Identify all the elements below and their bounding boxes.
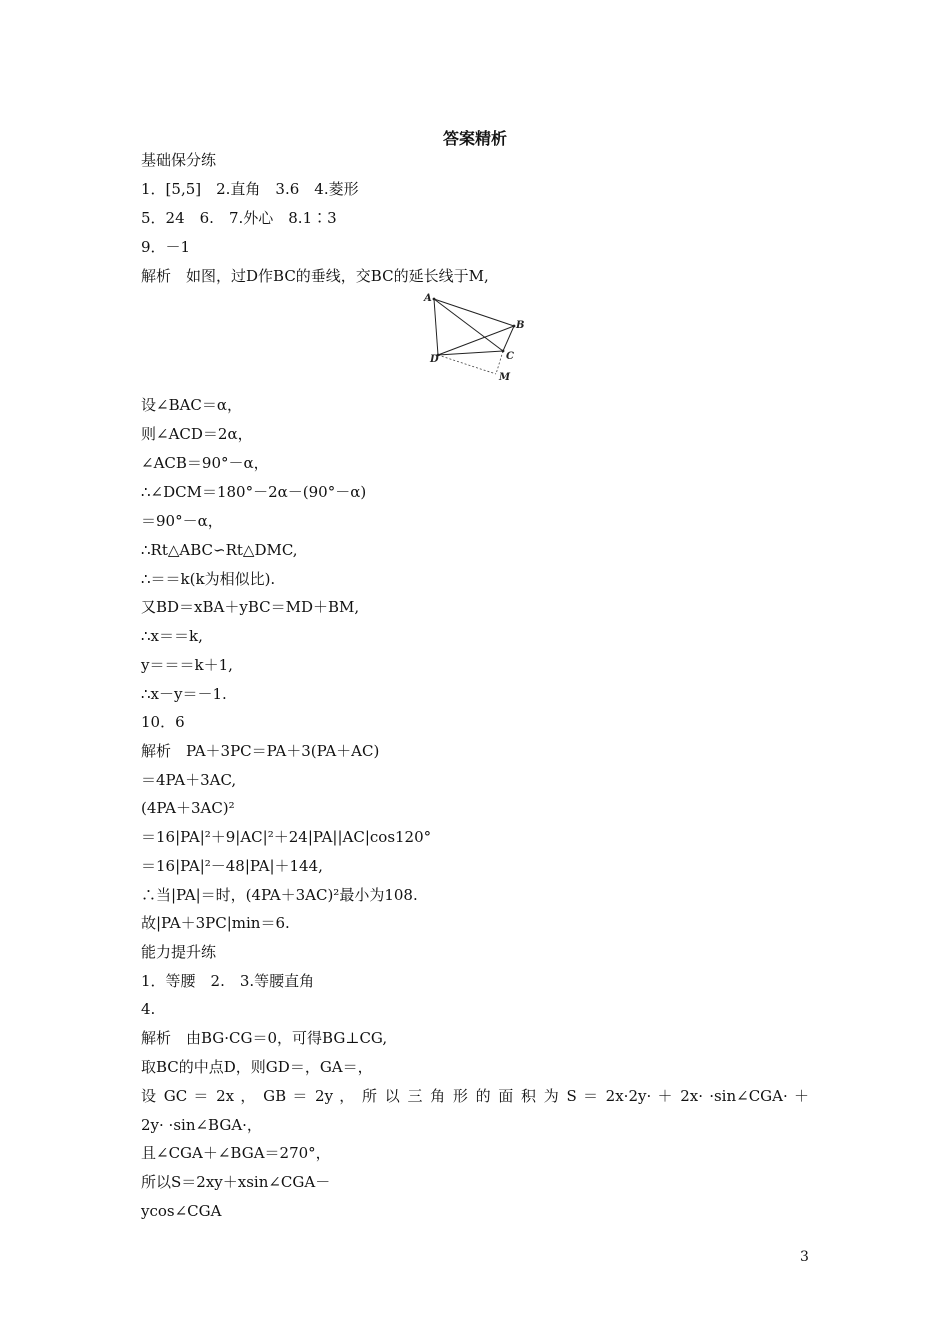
point-a [433, 298, 436, 301]
page-title: 答案精析 [442, 129, 507, 148]
edge-dm-dashed [438, 355, 496, 374]
solution-line: ycos∠CGA [141, 1202, 222, 1220]
label-b: B [516, 320, 525, 331]
answer-line-adv-1-3: 1．等腰 2. 3.等腰直角 [141, 972, 315, 990]
solution-line: y＝＝＝k＋1, [141, 656, 233, 674]
answer-line-9: 9．－1 [141, 238, 191, 256]
solution-line: 解析 由BG·CG＝0，可得BG⊥CG, [141, 1029, 388, 1047]
section-heading-basic: 基础保分练 [141, 151, 217, 169]
answer-line-1-4: 1．[5,5] 2.直角 3.6 4.菱形 [141, 180, 359, 198]
page-number: 3 [800, 1249, 809, 1265]
label-c: C [506, 351, 514, 362]
solution-line: 又BD＝xBA＋yBC＝MD＋BM, [141, 598, 360, 616]
edge-ab [434, 299, 514, 326]
solution-line: ∴＝＝k(k为相似比). [141, 570, 276, 588]
solution-line: ＝4PA＋3AC, [141, 771, 237, 789]
solution-line: ∴∠DCM＝180°－2α－(90°－α) [141, 483, 367, 501]
solution-line: 取BC的中点D，则GD＝，GA＝， [141, 1058, 373, 1076]
figure-edges [434, 299, 514, 355]
solution-line: 2y· ·sin∠BGA·， [141, 1116, 262, 1134]
edge-cm-dashed [496, 351, 503, 374]
edge-ad [434, 299, 438, 355]
label-d: D [430, 354, 439, 365]
solution-line: 故|PA＋3PC|min＝6. [141, 914, 290, 932]
solution-line: 所以S＝2xy＋xsin∠CGA－ [141, 1173, 331, 1191]
solution-line: (4PA＋3AC)² [141, 799, 235, 817]
answer-line-adv-4: 4. [141, 1000, 156, 1018]
solution-line-justified: 设 GC ＝ 2x ， GB ＝ 2y ， 所 以 三 角 形 的 面 积 为 S ＝ 2x·2y· ＋ 2x· ·sin∠CGA· ＋ [141, 1087, 809, 1105]
solution-line: ＝16|PA|²＋9|AC|²＋24|PA||AC|cos120° [141, 828, 432, 846]
solution-line: ∴Rt△ABC∽Rt△DMC, [141, 541, 298, 559]
answer-line-5-8: 5．24 6. 7.外心 8.1∶3 [141, 209, 337, 227]
solution-line: ∴x－y＝－1. [141, 685, 227, 703]
section-heading-advanced: 能力提升练 [141, 943, 217, 961]
solution-line: 且∠CGA＋∠BGA＝270°， [141, 1144, 331, 1162]
label-m: M [499, 372, 511, 383]
point-c [502, 350, 505, 353]
figure-points [433, 298, 516, 357]
geometry-figure [418, 288, 530, 384]
label-a: A [424, 293, 432, 304]
solution-line: ∴当|PA|＝时，(4PA＋3AC)²最小为108. [141, 886, 418, 904]
solution-line: ∠ACB＝90°－α， [141, 454, 269, 472]
solution-line: ＝90°－α， [141, 512, 223, 530]
solution-line: ＝16|PA|²－48|PA|＋144, [141, 857, 323, 875]
solution-line: ∴x＝＝k, [141, 627, 203, 645]
solution-line: 设∠BAC＝α， [141, 396, 243, 414]
solution-line: 解析 PA＋3PC＝PA＋3(PA＋AC) [141, 742, 380, 760]
point-b [513, 325, 516, 328]
solution-line: 解析 如图，过D作BC的垂线，交BC的延长线于M, [141, 267, 489, 285]
answer-line-10: 10．6 [141, 713, 185, 731]
solution-line: 则∠ACD＝2α， [141, 425, 253, 443]
